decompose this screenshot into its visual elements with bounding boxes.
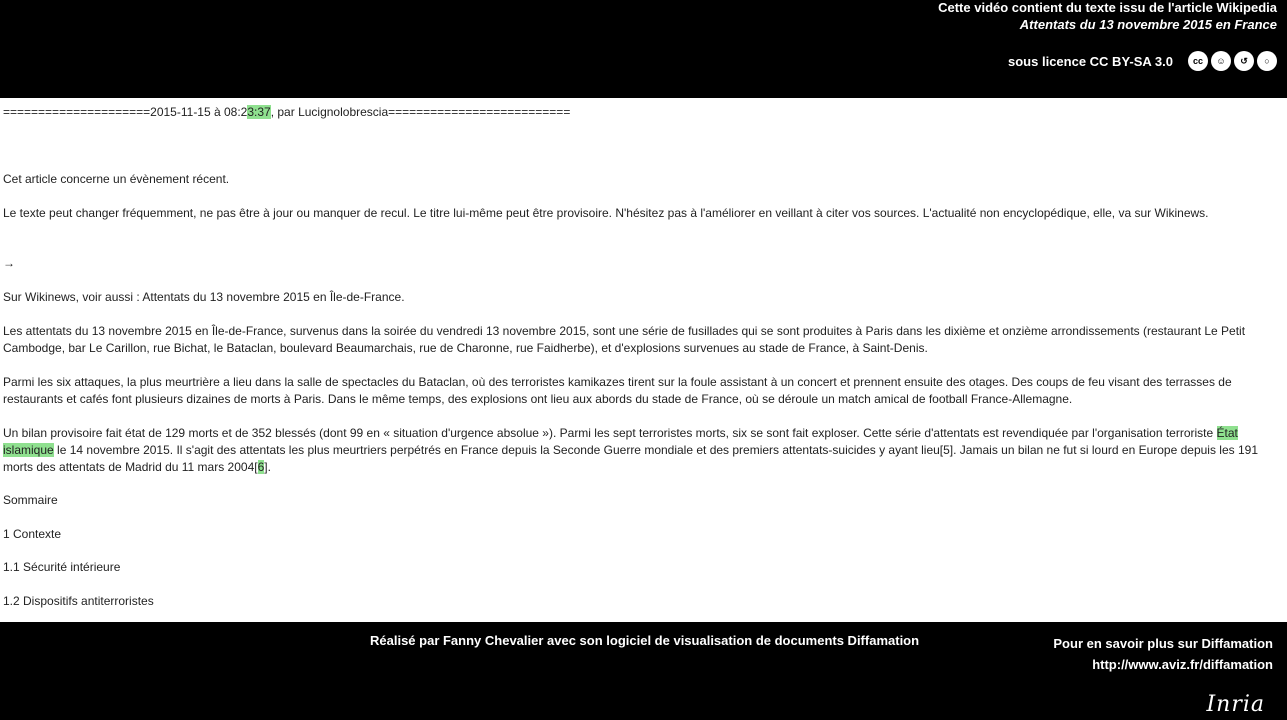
toc-item: 1.1 Sécurité intérieure: [3, 560, 121, 574]
highlight-change: 6: [257, 460, 265, 474]
paragraph-attentats: Les attentats du 13 novembre 2015 en Île-de-France, survenus dans la soirée du vendredi 13 novembre 2015, sont une série de fusillades qui se sont produites à Paris dans les dixième et onzième arrondissements (restaurant Le Petit Cambodge, bar Le Carillon, rue Bichat, le Bataclan, boulevard Beaumarchais, rue de Charonne, rue Faidherbe), et d'explosions survenues au stade de France, à Saint-Denis.: [3, 324, 1246, 355]
cc-icon: cc: [1188, 51, 1208, 71]
sa-icon: ↺: [1234, 51, 1254, 71]
paragraph-bilan: Un bilan provisoire fait état de 129 morts et de 352 blessés (dont 99 en « situation d'urgence absolue »). Parmi les sept terroristes morts, six se sont fait exploser. Cette série d'attentats est revendiquée par l'organisation terroriste État islamique le 14 novembre 2015. Il s'agit des attentats les plus meurtriers perpétrés en France depuis la Seconde Guerre mondiale et des premiers attentats-suicides y ayant lieu[5]. Jamais un bilan ne fut si lourd en Europe depuis les 191 morts des attentats de Madrid du 11 mars 2004[6].: [3, 426, 1258, 474]
highlight-change: 3:37: [247, 105, 271, 119]
toc-item: 1.2 Dispositifs antiterroristes: [3, 594, 154, 608]
paragraph-change: Le texte peut changer fréquemment, ne pas être à jour ou manquer de recul. Le titre lui-même peut être provisoire. N'hésitez pas à l'améliorer en veillant à citer vos sources. L'actualité non encyclopédique, elle, va sur Wikinews.: [3, 206, 1209, 220]
toc-item: 1 Contexte: [3, 527, 62, 541]
article-title: Attentats du 13 novembre 2015 en France: [1019, 17, 1277, 32]
arrow-icon: →: [3, 256, 15, 270]
paragraph-recent: Cet article concerne un évènement récent.: [3, 172, 230, 186]
source-notice: Cette vidéo contient du texte issu de l'article Wikipedia: [938, 0, 1277, 15]
more-info-text: Pour en savoir plus sur Diffamation: [1053, 636, 1273, 651]
document-body: [0, 98, 1287, 622]
video-header: [0, 0, 1287, 98]
attribution-icon: ○: [1257, 51, 1277, 71]
highlight-change: État islamique: [3, 426, 1238, 457]
video-footer: [0, 622, 1287, 720]
by-icon: ☺: [1211, 51, 1231, 71]
inria-logo: Inria: [1206, 692, 1265, 717]
paragraph-wikinews: Sur Wikinews, voir aussi : Attentats du 13 novembre 2015 en Île-de-France.: [3, 290, 405, 304]
credit-text: Réalisé par Fanny Chevalier avec son logiciel de visualisation de documents Diffamation: [370, 633, 920, 648]
project-url: http://www.aviz.fr/diffamation: [1092, 657, 1273, 672]
license-text: sous licence CC BY-SA 3.0: [1008, 53, 1173, 69]
revision-line: =====================2015-11-15 à 08:23:37, par Lucignolobrescia==========================: [3, 105, 571, 119]
more-info: [1053, 633, 1273, 675]
paragraph-attaques: Parmi les six attaques, la plus meurtrière a lieu dans la salle de spectacles du Bataclan, où des terroristes kamikazes tirent sur la foule assistant à un concert et prennent ensuite des otages. Des coups de feu visant des terrasses de restaurants et cafés font plusieurs dizaines de morts à Paris. Dans le même temps, des explosions ont lieu aux abords du stade de France, où se déroule un match amical de football France-Allemagne.: [3, 375, 1232, 406]
license-notice: [1008, 50, 1277, 72]
sommaire-heading: Sommaire: [3, 493, 58, 507]
